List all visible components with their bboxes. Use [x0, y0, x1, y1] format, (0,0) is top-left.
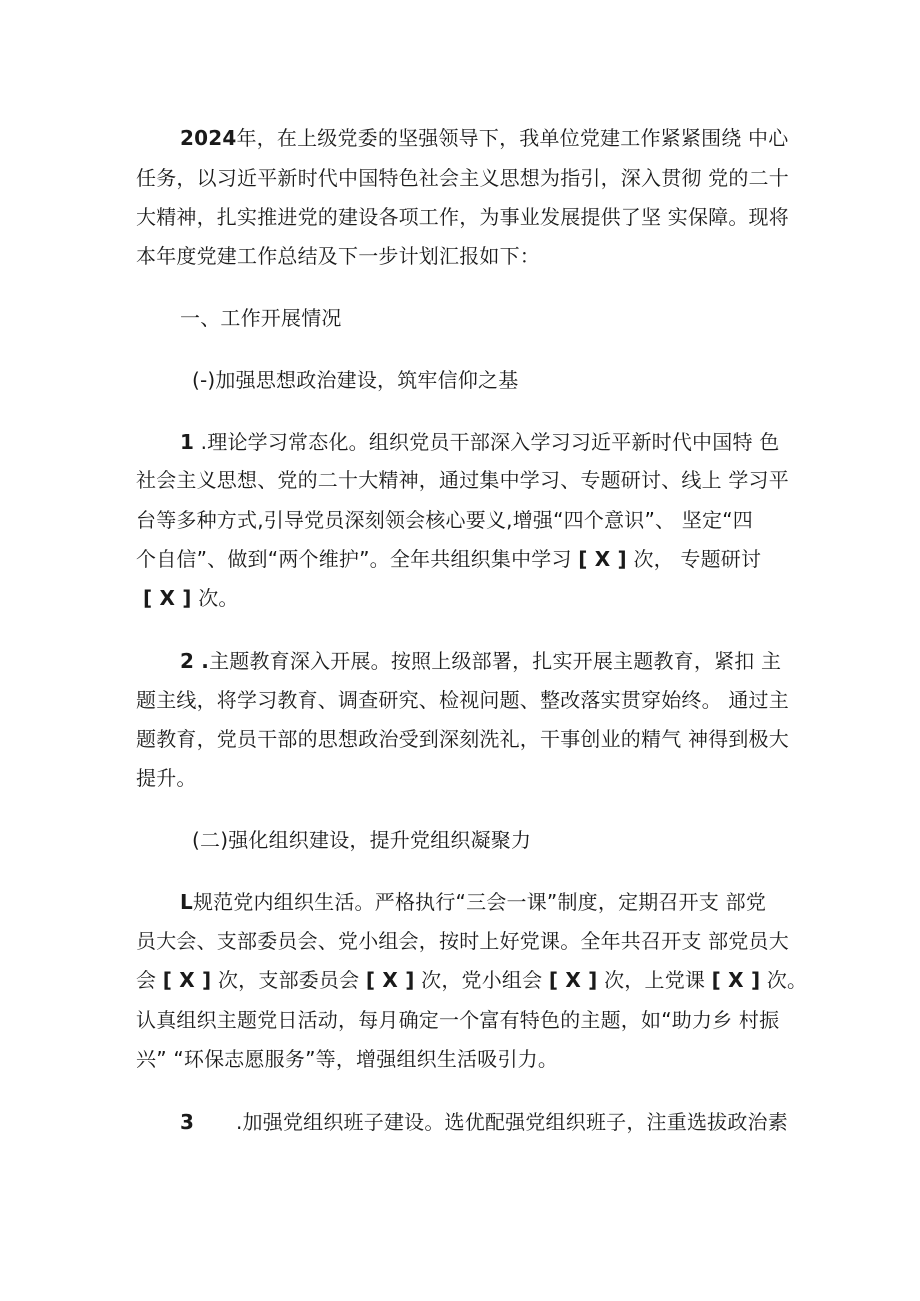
- item-1-line-2: 社会主义思想、党的二十大精神，通过集中学习、专题研讨、线上 学习平: [136, 468, 789, 492]
- item-3-line-1: [180, 888, 766, 916]
- intro-line-1: [180, 124, 788, 152]
- item-1-line-5: [143, 584, 239, 612]
- intro-line-4: 本年度党建工作总结及下一步计划汇报如下：: [136, 244, 540, 268]
- item-4-line-1-text: .加强党组织班子建设。选优配强党组织班子，注重选拔政治素: [236, 1110, 788, 1134]
- item-2-line-1-text: 主题教育深入开展。按照上级部署，扎实开展主题教育，紧扣 主: [209, 649, 782, 673]
- item-3-line-2: 员大会、支部委员会、党小组会，按时上好党课。全年共召开支 部党员大: [136, 929, 789, 953]
- intro-line-2: 任务，以习近平新时代中国特色社会主义思想为指引，深入贯彻 党的二十: [136, 166, 789, 190]
- item-1-line-4: [136, 545, 761, 573]
- item-1-line-4-text: 个自信”、做到“两个维护”。全年共组织集中学习: [136, 547, 579, 571]
- subsection-heading-1: (-)加强思想政治建设，筑牢信仰之基: [192, 368, 519, 392]
- item-3-text: 次，上党课: [597, 968, 712, 992]
- item-3-text: 次。: [760, 968, 808, 992]
- item-3-text: 次，支部委员会: [211, 968, 366, 992]
- item-3-line-3: [136, 966, 807, 994]
- item-1-line-3: 台等多种方式,引导党员深刻领会核心要义,增强“四个意识”、 坚定“四: [136, 508, 753, 532]
- item-3-line-1-text: 规范党内组织生活。严格执行“三会一课”制度，定期召开支 部党: [192, 890, 767, 914]
- placeholder-x: [ X ]: [162, 968, 212, 992]
- placeholder-x: [ X ]: [143, 586, 192, 610]
- intro-line-3: 大精神，扎实推进党的建设各项工作，为事业发展提供了坚 实保障。现将: [136, 205, 789, 229]
- item-2-line-3: 题教育，党员干部的思想政治受到深刻洗礼，干事创业的精气 神得到极大: [136, 727, 789, 751]
- item-2-line-1: [180, 647, 781, 675]
- item-4-number: 3: [180, 1110, 195, 1134]
- item-4-line-1: [180, 1108, 788, 1136]
- item-1-line-1: [180, 428, 779, 456]
- item-3-number: L: [180, 890, 193, 914]
- placeholder-x: [ X ]: [578, 547, 627, 571]
- placeholder-x: [ X ]: [711, 968, 761, 992]
- subsection-heading-2: (二)强化组织建设，提升党组织凝聚力: [192, 828, 532, 852]
- item-2-number: 2 .: [180, 649, 210, 673]
- item-1-line-4-tail: 次， 专题研讨: [626, 547, 762, 571]
- intro-line-1-text: 年，在上级党委的坚强领导下，我单位党建工作紧紧围绕 中心: [236, 126, 789, 150]
- section-heading-1: 一、工作开展情况: [180, 306, 342, 330]
- item-3-text: 会: [136, 968, 163, 992]
- item-2-line-4: 提升。: [136, 766, 197, 790]
- item-1-line-5-text: 次。: [191, 586, 239, 610]
- item-3-line-5: 兴” “环保志愿服务”等，增强组织生活吸引力。: [136, 1047, 559, 1071]
- item-3-text: 次，党小组会: [414, 968, 549, 992]
- item-3-line-4: 认真组织主题党日活动，每月确定一个富有特色的主题，如“助力乡 村振: [136, 1008, 780, 1032]
- intro-year: 2024: [180, 126, 237, 150]
- placeholder-x: [ X ]: [548, 968, 598, 992]
- item-1-line-1-text: .理论学习常态化。组织党员干部深入学习习近平新时代中国特 色: [194, 430, 780, 454]
- placeholder-x: [ X ]: [365, 968, 415, 992]
- item-2-line-2: 题主线，将学习教育、调查研究、检视问题、整改落实贯穿始终。 通过主: [136, 688, 789, 712]
- item-1-number: 1: [180, 430, 195, 454]
